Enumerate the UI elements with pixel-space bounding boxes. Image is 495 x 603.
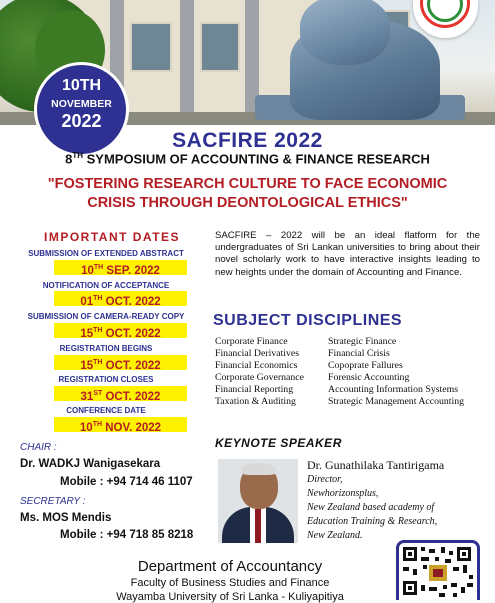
speaker-name: Dr. Gunathilaka Tantirigama xyxy=(307,458,445,472)
date-sup: ST xyxy=(93,390,103,397)
date-day: 15 xyxy=(80,359,94,372)
secretary-name: Ms. MOS Mendis xyxy=(20,512,112,524)
subject-item: Strategic Management Accounting xyxy=(328,396,465,407)
date-rest: OCT. 2022 xyxy=(102,295,161,308)
subject-item: Financial Reporting xyxy=(215,384,294,395)
theme-line-2: CRISIS THROUGH DEONTOLOGICAL ETHICS" xyxy=(87,195,408,211)
event-title: SACFIRE 2022 xyxy=(172,129,323,152)
date-value xyxy=(54,386,187,401)
date-value xyxy=(54,260,187,275)
subject-item: Financial Economics xyxy=(215,360,298,371)
date-label: CONFERENCE DATE xyxy=(66,406,146,415)
keynote-heading: KEYNOTE SPEAKER xyxy=(215,436,342,450)
speaker-hair xyxy=(242,463,276,475)
subject-item: Corporate Governance xyxy=(215,372,304,383)
subject-list-left xyxy=(215,336,304,408)
date-rest: OCT. 2022 xyxy=(102,327,161,340)
speaker-detail: Education Training & Research, xyxy=(307,516,438,527)
subject-item: Forensic Accounting xyxy=(328,372,410,383)
date-day: 10 xyxy=(81,264,94,277)
subject-item: Corporate Finance xyxy=(215,336,288,347)
important-dates-heading: IMPORTANT DATES xyxy=(44,230,181,244)
date-badge-day: 10TH xyxy=(61,77,102,94)
speaker-detail: Newhorizonsplus, xyxy=(307,488,379,499)
intro-paragraph: SACFIRE – 2022 will be an ideal flatform for the undergraduates of Sri Lankan universities to bring about their novel scholarly work to have interactive insights leading to new heights under the domain of Accounting and Finance. xyxy=(215,230,480,278)
qr-code-icon xyxy=(399,543,477,600)
date-value xyxy=(54,323,187,338)
subject-item: Financial Crisis xyxy=(328,348,390,359)
lion-statue-head xyxy=(300,0,390,65)
event-subtitle xyxy=(0,151,495,166)
date-day: 31 xyxy=(80,390,94,403)
subject-item: Copoprate Fallures xyxy=(328,360,403,371)
date-label: REGISTRATION CLOSES xyxy=(58,375,154,384)
date-rest: OCT. 2022 xyxy=(102,390,161,403)
speaker-detail: New Zealand. xyxy=(307,530,363,541)
speaker-photo xyxy=(218,459,298,543)
chair-role: CHAIR : xyxy=(20,442,57,453)
subject-item: Taxation & Auditing xyxy=(215,396,296,407)
secretary-role: SECRETARY : xyxy=(20,496,86,507)
date-sup: TH xyxy=(93,327,103,334)
date-sup: TH xyxy=(93,264,104,271)
speaker-detail: New Zealand based academy of xyxy=(307,502,435,513)
subtitle-sup: TH xyxy=(72,151,83,160)
date-value xyxy=(54,417,187,432)
date-badge-year: 2022 xyxy=(61,111,102,131)
date-rest: OCT. 2022 xyxy=(102,359,161,372)
speaker-tie xyxy=(255,509,261,543)
secretary-mobile: Mobile : +94 718 85 8218 xyxy=(60,529,194,541)
date-label: NOTIFICATION OF ACCEPTANCE xyxy=(42,281,170,290)
date-label: SUBMISSION OF CAMERA-READY COPY xyxy=(27,312,185,321)
subtitle-text: SYMPOSIUM OF ACCOUNTING & FINANCE RESEARCH xyxy=(82,151,430,167)
theme-line-1: "FOSTERING RESEARCH CULTURE TO FACE ECONOMIC xyxy=(47,176,448,192)
date-sup: TH xyxy=(93,295,103,302)
chair-mobile: Mobile : +94 714 46 1107 xyxy=(60,476,193,488)
subject-item: Financial Derivatives xyxy=(215,348,300,359)
department-name: Department of Accountancy xyxy=(137,558,323,575)
date-sup: TH xyxy=(93,359,103,366)
date-day: 10 xyxy=(79,421,93,434)
date-rest: NOV. 2022 xyxy=(102,421,162,434)
subtitle-number: 8 xyxy=(65,151,73,167)
subject-list-right xyxy=(328,336,464,408)
qr-code[interactable] xyxy=(396,540,480,600)
date-sup: TH xyxy=(92,421,103,428)
building-window xyxy=(130,22,172,72)
date-label: REGISTRATION BEGINS xyxy=(59,344,153,353)
date-day: 01 xyxy=(80,295,94,308)
chair-name: Dr. WADKJ Wanigasekara xyxy=(20,458,161,470)
building-window xyxy=(200,22,240,72)
faculty-name: Faculty of Business Studies and Finance xyxy=(130,577,330,589)
date-value xyxy=(54,291,187,306)
subject-disciplines-heading: SUBJECT DISCIPLINES xyxy=(213,312,403,329)
subject-item: Accounting Information Systems xyxy=(328,384,459,395)
date-value xyxy=(54,355,187,370)
date-badge-month: NOVEMBER xyxy=(51,98,112,110)
university-name: Wayamba University of Sri Lanka - Kuliyapitiya xyxy=(116,591,344,603)
date-day: 15 xyxy=(80,327,94,340)
building-column xyxy=(180,0,194,118)
speaker-detail: Director, xyxy=(307,474,343,485)
date-label: SUBMISSION OF EXTENDED ABSTRACT xyxy=(28,249,184,258)
date-rest: SEP. 2022 xyxy=(103,264,160,277)
subject-item: Strategic Finance xyxy=(328,336,397,347)
